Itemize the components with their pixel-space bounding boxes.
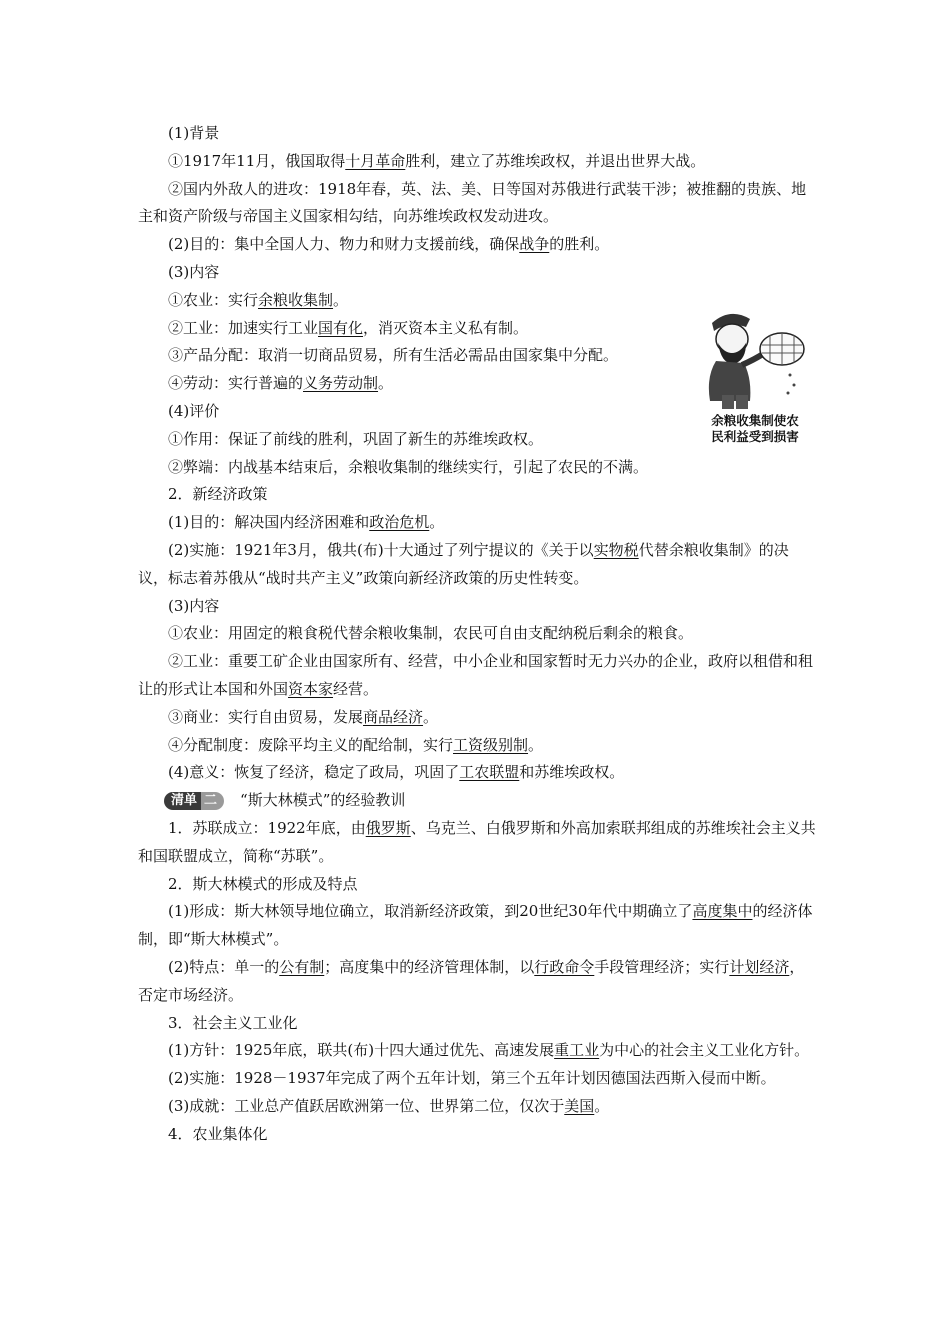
paragraph: ②弊端：内战基本结束后，余粮收集制的继续实行，引起了农民的不满。 <box>168 457 649 476</box>
heading-content: (3)内容 <box>168 262 220 281</box>
paragraph: ④劳动：实行普遍的义务劳动制。 <box>168 374 394 393</box>
paragraph: (2)特点：单一的公有制；高度集中的经济管理体制，以行政命令手段管理经济；实行计划经济，否定市场经济。 <box>138 957 805 1004</box>
heading-background: (1)背景 <box>168 124 220 142</box>
paragraph: ①1917年11月，俄国取得十月革命胜利，建立了苏维埃政权，并退出世界大战。 <box>168 151 706 170</box>
main-text <box>138 120 818 1148</box>
paragraph: ③产品分配：取消一切商品贸易，所有生活必需品由国家集中分配。 <box>168 346 619 365</box>
figure-caption-line: 余粮收集制使农 <box>711 413 799 428</box>
paragraph: 1．苏联成立：1922年底，由俄罗斯、乌克兰、白俄罗斯和外高加索联邦组成的苏维埃社会主义共和国联盟成立，简称“苏联”。 <box>138 818 816 865</box>
section-tag <box>164 792 224 810</box>
heading-collectivization: 4．农业集体化 <box>168 1124 268 1143</box>
paragraph: (2)实施：1921年3月，俄共(布)十大通过了列宁提议的《关于以实物税代替余粮收集制》的决议，标志着苏俄从“战时共产主义”政策向新经济政策的历史性转变。 <box>138 540 789 587</box>
paragraph: (2)实施：1928－1937年完成了两个五年计划，第三个五年计划因德国法西斯入侵而中断。 <box>168 1069 776 1088</box>
heading-nep: 2．新经济政策 <box>168 485 268 504</box>
heading-content: (3)内容 <box>168 596 220 615</box>
paragraph: (1)形成：斯大林领导地位确立，取消新经济政策，到20世纪30年代中期确立了高度集中的经济体制，即“斯大林模式”。 <box>138 902 813 949</box>
paragraph: ①农业：用固定的粮食税代替余粮收集制，农民可自由支配纳税后剩余的粮食。 <box>168 624 694 643</box>
paragraph: ③商业：实行自由贸易，发展商品经济。 <box>168 707 439 726</box>
paragraph: (1)方针：1925年底，联共(布)十四大通过优先、高速发展重工业为中心的社会主义工业化方针。 <box>168 1041 810 1060</box>
cartoon-figure <box>692 305 818 445</box>
section-tag-label: 清单 <box>164 792 201 810</box>
paragraph: ②工业：加速实行工业国有化，消灭资本主义私有制。 <box>168 318 529 337</box>
figure-caption <box>692 413 818 445</box>
section-tag-number: 二 <box>201 792 224 810</box>
paragraph: ②国内外敌人的进攻：1918年春，英、法、美、日等国对苏俄进行武装干涉；被推翻的贵族、地主和资产阶级与帝国主义国家相勾结，向苏维埃政权发动进攻。 <box>138 179 807 226</box>
heading-evaluation: (4)评价 <box>168 401 220 420</box>
heading-industrialization: 3．社会主义工业化 <box>168 1013 298 1032</box>
paragraph: (1)目的：解决国内经济困难和政治危机。 <box>168 513 445 532</box>
paragraph: ①作用：保证了前线的胜利，巩固了新生的苏维埃政权。 <box>168 429 544 448</box>
farmer-cartoon-image <box>692 305 818 413</box>
section-title: “斯大林模式”的经验教训 <box>240 791 406 810</box>
paragraph: ④分配制度：废除平均主义的配给制，实行工资级别制。 <box>168 735 544 754</box>
paragraph: ②工业：重要工矿企业由国家所有、经营，中小企业和国家暂时无力兴办的企业，政府以租借和租让的形式让本国和外国资本家经营。 <box>138 652 814 698</box>
section-header <box>138 787 818 815</box>
paragraph: (2)目的：集中全国人力、物力和财力支援前线，确保战争的胜利。 <box>168 235 610 254</box>
paragraph: (4)意义：恢复了经济，稳定了政局，巩固了工农联盟和苏维埃政权。 <box>168 763 625 782</box>
paragraph: ①农业：实行余粮收集制。 <box>168 290 349 309</box>
figure-caption-line: 民利益受到损害 <box>711 429 799 444</box>
paragraph: (3)成就：工业总产值跃居欧洲第一位、世界第二位，仅次于美国。 <box>168 1096 610 1115</box>
heading-stalin-model: 2．斯大林模式的形成及特点 <box>168 874 358 893</box>
